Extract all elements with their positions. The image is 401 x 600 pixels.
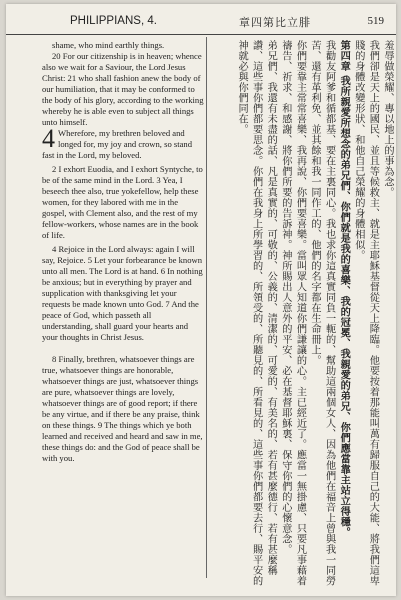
chapter-start [42, 124, 204, 161]
chinese-column [212, 40, 394, 588]
book-title-english: PHILIPPIANS, 4. [70, 15, 157, 27]
page-number: 519 [367, 15, 384, 27]
chinese-verse: 我們卻是天上的國民、並且等候救主、就是主耶穌基督從天上降臨。他要按着那能叫萬有歸服自己的大能、將我們這卑賤的身體改變形狀、和他自己榮耀的身體相似。 [352, 40, 379, 586]
chapter-number: 4 [42, 124, 55, 153]
page-header [6, 12, 396, 35]
chinese-verse: 我勸友阿爹和循都基、要在主裏同心。我也求你這真實同負一軛的、幫助這兩個女人、因為他們在福音上曾與我一同勞苦、還有革利免、並其餘和我一同作工的、他們的名字都在生命冊上。 [309, 40, 335, 586]
chinese-verse: 你們要靠主常常喜樂、我再說、你們要喜樂。當叫眾人知道你們謙讓的心。主已經近了。應當一無掛慮、只要凡事藉着禱告、祈求、和感謝、將你們所要的告訴神。神所賜出人意外的平安、必在基督耶穌裏、保守你們的心懷意念。 [279, 40, 306, 586]
verse-text: 2 I exhort Euodia, and I exhort Syntyche, to be of the same mind in the Lord. 3 Yea, I beseech thee also, true yokefellow, help these women, for they labored with me in the gospel, with Clement also, and the rest of my fellow-workers, whose names are in the book of life. [42, 164, 203, 240]
verse-text: Wherefore, my brethren beloved and longed for, my joy and crown, so stand fast in the Lord, my beloved. [42, 128, 193, 160]
verse-text: 4 Rejoice in the Lord always: again I will say, Rejoice. 5 Let your forbearance be known unto all men. The Lord is at hand. 6 In nothing be anxious; but in everything by prayer and supplication with thanksgiving let your requests be made known unto God. 7 And the peace of God, which passeth all understanding, shall guard your hearts and your thoughts in Christ Jesus. [42, 244, 203, 342]
chinese-verse: 第四章 我所親愛所想念的弟兄們、你們就是我的喜樂、我的冠冕、我親愛的弟兄、你們應當靠主站立得穩。 [338, 40, 350, 538]
chinese-verse: 弟兄們、我還有未盡的話、凡是真實的、可敬的、公義的、清潔的、可愛的、有美名的、若有甚麼德行、若有甚麼稱讚、這些事你們都要思念。你們在我身上所學習的、所領受的、所聽見的、所看見的、這些事你們都要去行、賜平安的神就必與你們同在。 [236, 40, 277, 586]
bible-page [6, 4, 396, 596]
chinese-verse: 羞辱做榮耀、專以地上的事為念。 [382, 40, 393, 198]
verse-text: 8 Finally, brethren, whatsoever things are true, whatsoever things are honorable, whatsoever things are just, whatsoever things are pure, whatsoever things are lovely, whatsoever things are of good report; if there be any virtue, and if there be any praise, think on these things. 9 The things which ye both learned and received and heard and saw in me, these things do: and the God of peace shall be with you. [42, 354, 203, 463]
verse-text: shame, who mind earthly things. [52, 40, 165, 50]
book-title-chinese: 章四第比立腓 [239, 16, 311, 29]
verse-text: 20 For our citizenship is in heaven; whence also we wait for a Saviour, the Lord Jesus Christ: 21 who shall fashion anew the body of our humiliation, that it may be conformed to the body of his glory, according to the working whereby he is able even to subject all things unto himself. [42, 51, 204, 127]
paragraph-gap [42, 343, 204, 354]
english-column [42, 40, 204, 586]
column-divider [206, 37, 207, 578]
